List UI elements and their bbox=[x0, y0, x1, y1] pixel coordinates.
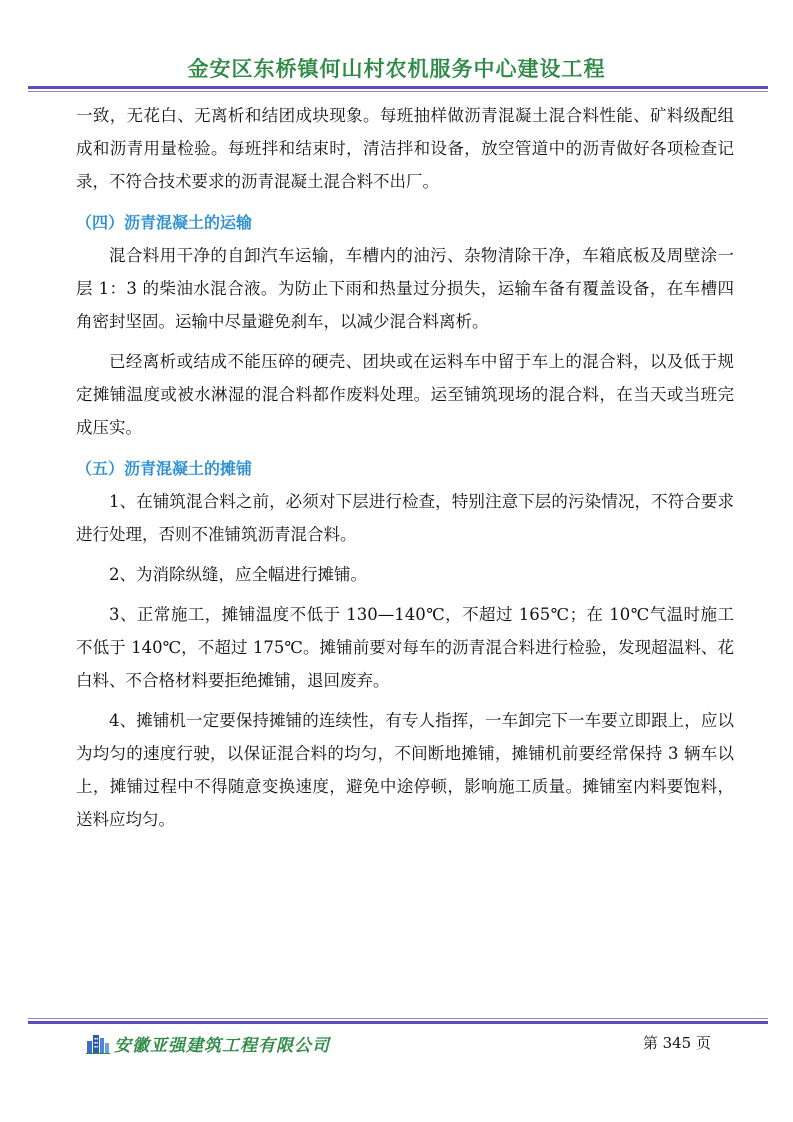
footer-company-name: 安徽亚强建筑工程有限公司 bbox=[114, 1036, 330, 1056]
footer-rule-thin bbox=[28, 1018, 768, 1019]
paving-paragraph-2: 2、为消除纵缝，应全幅进行摊铺。 bbox=[109, 565, 367, 584]
paving-paragraph-1: 1、在铺筑混合料之前，必须对下层进行检查，特别注意下层的污染情况，不符合要求进行处理，否则不准铺筑沥青混合料。 bbox=[76, 492, 734, 544]
header-title: 金安区东桥镇何山村农机服务中心建设工程 bbox=[187, 57, 606, 81]
paving-paragraph-4: 4、摊铺机一定要保持摊铺的连续性，有专人指挥，一车卸完下一车要立即跟上，应以为均匀的速度行驶，以保证混合料的均匀，不间断地摊铺，摊铺机前要经常保持 3 辆车以上，摊铺过程中不得随意变换速度，避免中途停顿，影响施工质量。摊铺室内料要饱料，送料应均匀。 bbox=[76, 711, 734, 829]
paving-paragraph-3: 3、正常施工，摊铺温度不低于 130—140℃，不超过 165℃；在 10℃气温时施工不低于 140℃，不超过 175℃。摊铺前要对每车的沥青混合料进行检验，发现超温料、花白料、不合格材料要拒绝摊铺，退回废弃。 bbox=[76, 605, 734, 690]
header-rule-thick bbox=[28, 86, 768, 89]
section-heading-paving: （五）沥青混凝土的摊铺 bbox=[76, 459, 253, 478]
intro-paragraph: 一致，无花白、无离析和结团成块现象。每班抽样做沥青混凝土混合料性能、矿料级配组成和沥青用量检验。每班拌和结束时，清洁拌和设备，放空管道中的沥青做好各项检查记录，不符合技术要求的沥青混凝土混合料不出厂。 bbox=[76, 106, 734, 191]
building-logo-icon bbox=[86, 1032, 110, 1054]
footer-rule-thick bbox=[28, 1021, 768, 1024]
transport-paragraph-2: 已经离析或结成不能压碎的硬壳、团块或在运料车中留于车上的混合料，以及低于规定摊铺温度或被水淋湿的混合料都作废料处理。运至铺筑现场的混合料，在当天或当班完成压实。 bbox=[76, 352, 734, 437]
transport-paragraph-1: 混合料用干净的自卸汽车运输，车槽内的油污、杂物清除干净，车箱底板及周壁涂一层 1：3 的柴油水混合液。为防止下雨和热量过分损失，运输车备有覆盖设备，在车槽四角密封坚固。运输中尽量避免刹车，以减少混合料离析。 bbox=[76, 246, 734, 331]
document-body bbox=[76, 99, 734, 836]
footer-page-number: 第 345 页 bbox=[642, 1034, 711, 1052]
section-heading-transport: （四）沥青混凝土的运输 bbox=[76, 213, 253, 232]
header-rule-thin bbox=[28, 91, 768, 92]
